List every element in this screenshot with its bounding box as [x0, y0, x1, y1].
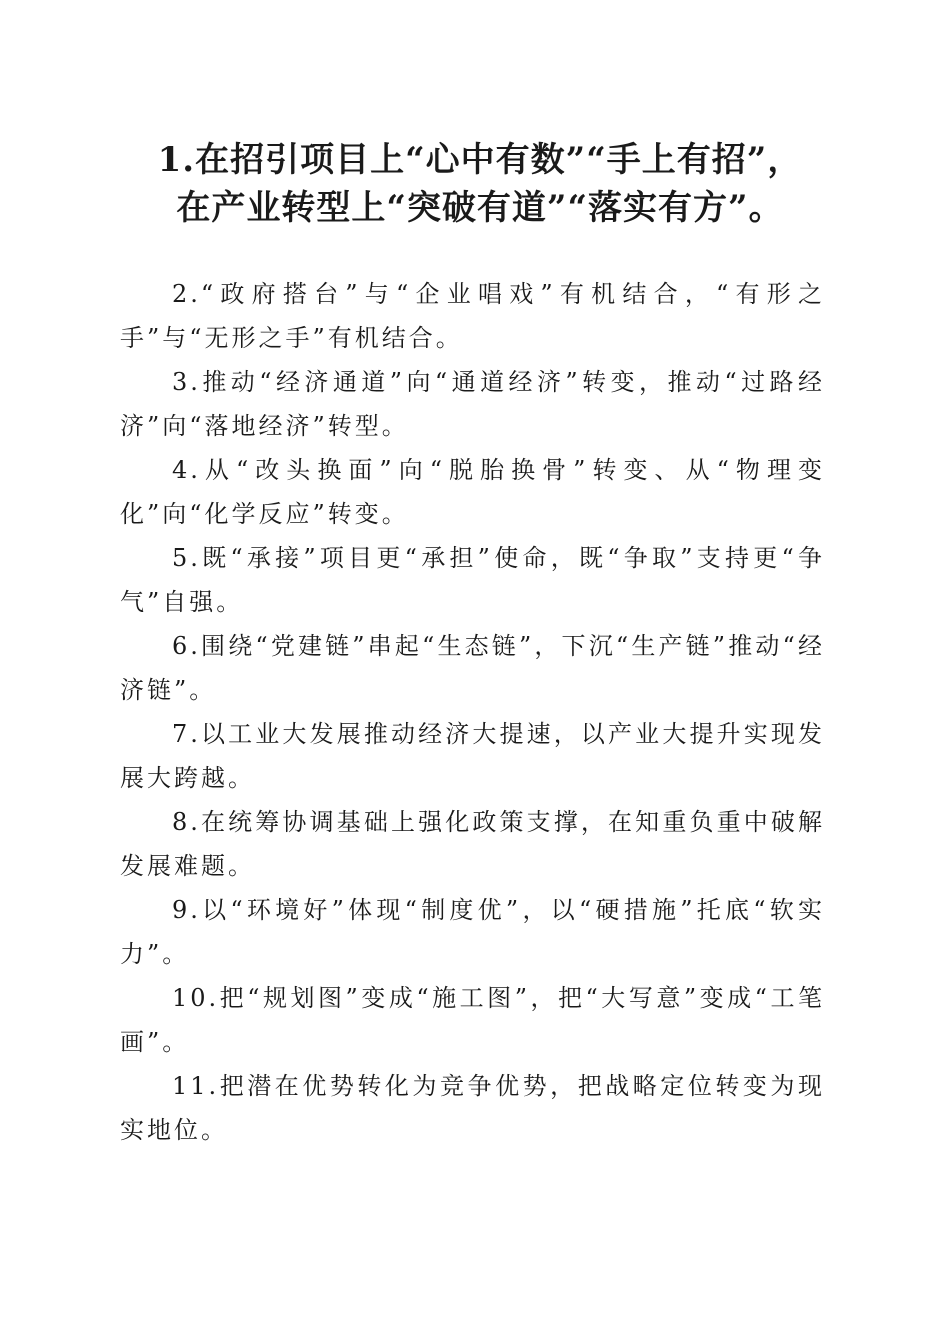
list-item: 2.“政府搭台”与“企业唱戏”有机结合，“有形之手”与“无形之手”有机结合。	[120, 280, 825, 352]
list-item: 11.把潜在优势转化为竞争优势，把战略定位转变为现实地位。	[120, 1072, 825, 1144]
document-body	[120, 272, 825, 1152]
list-item: 4.从“改头换面”向“脱胎换骨”转变、从“物理变化”向“化学反应”转变。	[120, 456, 825, 528]
list-item: 5.既“承接”项目更“承担”使命，既“争取”支持更“争气”自强。	[120, 544, 825, 616]
title-line-1: 1.在招引项目上“心中有数”“手上有招”，	[157, 140, 803, 180]
list-item: 10.把“规划图”变成“施工图”，把“大写意”变成“工笔画”。	[120, 984, 825, 1056]
document-title	[100, 136, 860, 232]
list-item: 7.以工业大发展推动经济大提速，以产业大提升实现发展大跨越。	[120, 720, 825, 792]
title-line-2: 在产业转型上“突破有道”“落实有方”。	[176, 188, 784, 228]
list-item: 3.推动“经济通道”向“通道经济”转变，推动“过路经济”向“落地经济”转型。	[120, 368, 825, 440]
list-item: 6.围绕“党建链”串起“生态链”，下沉“生产链”推动“经济链”。	[120, 632, 825, 704]
list-item: 9.以“环境好”体现“制度优”，以“硬措施”托底“软实力”。	[120, 896, 825, 968]
list-item: 8.在统筹协调基础上强化政策支撑，在知重负重中破解发展难题。	[120, 808, 825, 880]
